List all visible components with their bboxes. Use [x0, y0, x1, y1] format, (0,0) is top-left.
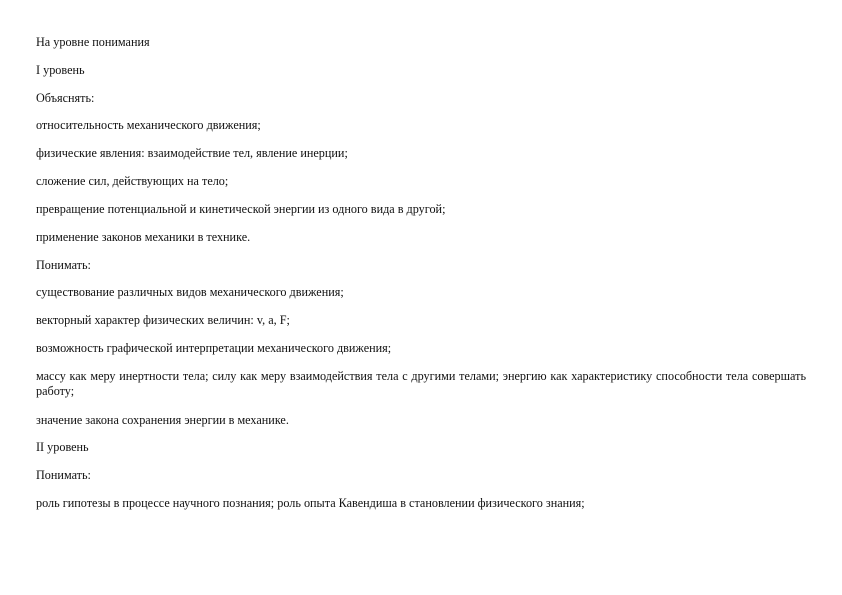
list-item: физические явления: взаимодействие тел, явление инерции;	[36, 146, 348, 161]
list-item: существование различных видов механического движения;	[36, 285, 344, 300]
heading-level-1: I уровень	[36, 62, 85, 77]
list-item: массу как меру инертности тела; силу как меру взаимодействия тела с другими телами; энергию как характеристику способности тела совершать работу;	[36, 368, 806, 399]
list-item: сложение сил, действующих на тело;	[36, 174, 229, 189]
list-item: векторный характер физических величин: v, a, F;	[36, 313, 290, 328]
subheading-understand: Понимать:	[36, 257, 91, 272]
heading-level-understanding: На уровне понимания	[36, 35, 150, 49]
list-item: роль гипотезы в процессе научного познания; роль опыта Кавендиша в становлении физического знания;	[36, 496, 585, 511]
list-item: применение законов механики в технике.	[36, 229, 251, 244]
list-item: возможность графической интерпретации механического движения;	[36, 341, 392, 356]
subheading-explain: Объяснять:	[36, 90, 95, 105]
list-item: превращение потенциальной и кинетической энергии из одного вида в другой;	[36, 201, 446, 216]
document-page	[36, 35, 806, 524]
subheading-understand-2: Понимать:	[36, 468, 91, 483]
list-item: значение закона сохранения энергии в механике.	[36, 412, 289, 427]
list-item: относительность механического движения;	[36, 118, 261, 133]
heading-level-2: II уровень	[36, 440, 89, 455]
